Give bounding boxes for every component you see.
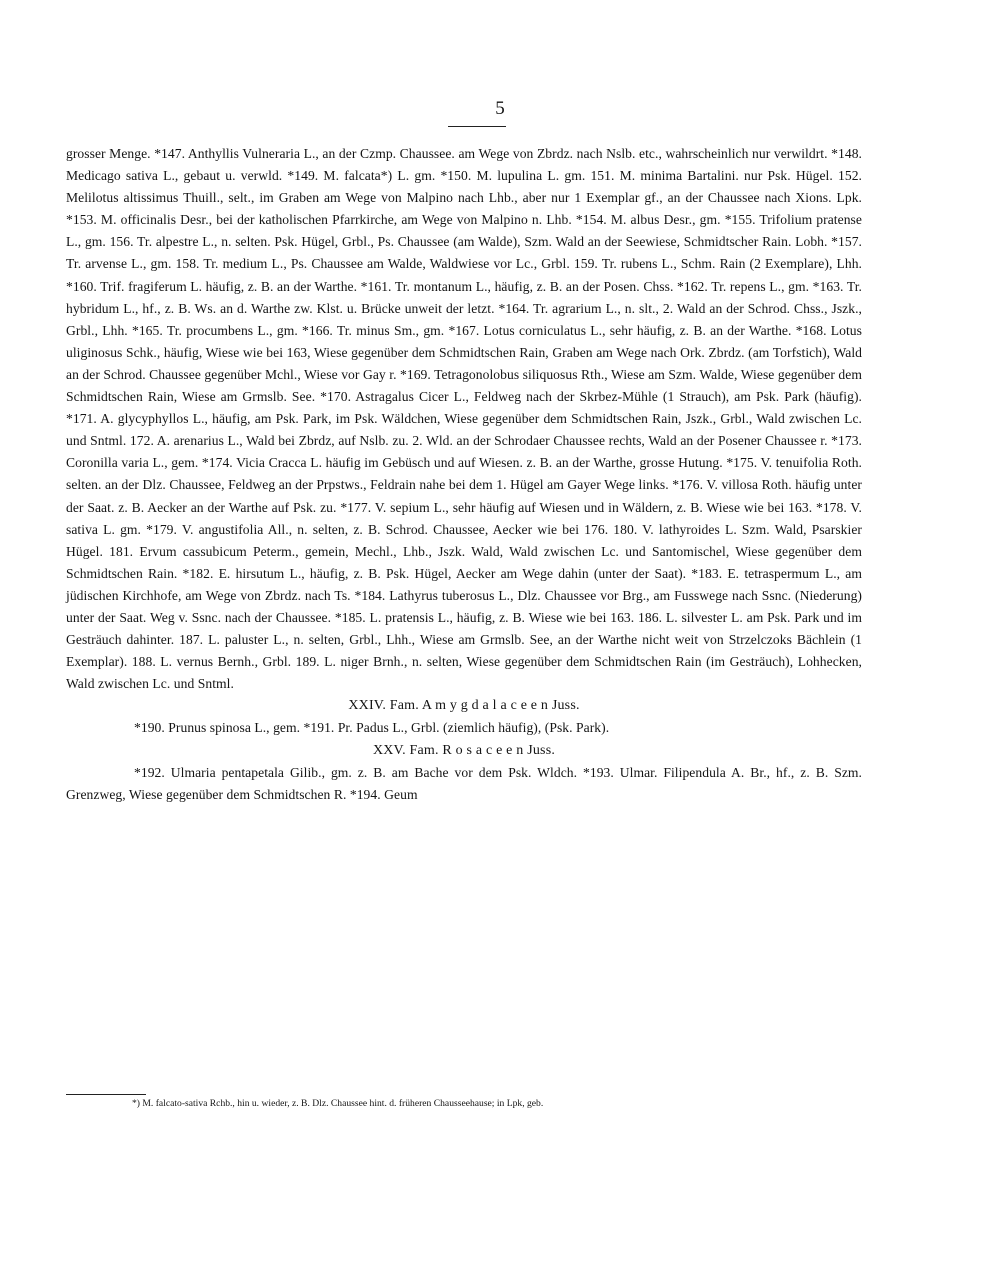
page-number-rule	[448, 126, 506, 127]
heading-rosaceen: XXV. Fam. R o s a c e e n Juss.	[372, 742, 556, 758]
heading-amygdalaceen: XXIV. Fam. A m y g d a l a c e e n Juss.	[348, 698, 580, 714]
paragraph-papilionaceae: grosser Menge. *147. Anthyllis Vulneraria L., an der Czmp. Chaussee. am Wege von Zbrdz. nach Nslb. etc., wahrscheinlich nur verwildrt. *148. Medicago sativa L., gebaut u. verwld. *149. M. falcata*) L. gm. *150. M. lupulina L. gm. 151. M. minima Bartalini. nur Psk. Hügel. 152. Melilotus altissimus Thuill., selt., im Graben am Wege von Malpino nach Lhb., aber nur 1 Exemplar gf., an der Chaussee nach Xions. Lpk. *153. M. officinalis Desr., bei der katholischen Pfarrkirche, am Wege von Malpino n. Lhb. *154. M. albus Desr., gm. *155. Trifolium pratense L., gm. 156. Tr. alpestre L., n. selten. Psk. Hügel, Grbl., Ps. Chaussee (am Walde), Szm. Wald an der Seewiese, Schmidtscher Rain. Lobh. *157. Tr. arvense L., gm. 158. Tr. medium L., Ps. Chaussee am Walde, Waldwiese vor Lc., Grbl. 159. Tr. rubens L., Schm. Rain (2 Exemplare), Lhh. *160. Trif. fragiferum L. häufig, z. B. an der Warthe. *161. Tr. montanum L., häufig, z. B. an der Posen. Chss. *162. Tr. repens L., gm. *163. Tr. hybridum L., hf., z. B. Ws. an d. Warthe zw. Klst. u. Brücke unweit der letzt. *164. Tr. agrarium L., n. slt., 2. Wald an der Schrod. Chss., Jszk., Grbl., Lhh. *165. Tr. procumbens L., gm. *166. Tr. minus Sm., gm. *167. Lotus corniculatus L., sehr häufig, z. B. an der Warthe. *168. Lotus uliginosus Schk., häufig, Wiese wie bei 163, Wiese gegenüber dem Schmidtschen Rain, Graben am Wege nach Ork. Zbrdz. (am Torfstich), Wald an der Schrod. Chaussee gegenüber Mchl., Wiese vor Gay r. *169. Tetragonolobus siliquosus Rth., Wiese am Szm. Walde, Wiese gegenüber dem Schmidtschen Rain, Wiese am Grmslb. See. *170. Astragalus Cicer L., Feldweg nach der Skrbez-Mühle (1 Strauch), am Psk. Park (häufig). *171. A. glycyphyllos L., häufig, am Psk. Park, im Psk. Wäldchen, Wiese gegenüber dem Schmidtschen Rain, Jszk., Grbl., Wald zwischen Lc. und Sntml. 172. A. arenarius L., Wald bei Zbrdz, auf Nslb. zu. 2. Wld. an der Schrodaer Chaussee rechts, Wald an der Posener Chaussee r. *173. Coronilla varia L., gem. *174. Vicia Cracca L. häufig im Gebüsch und auf Wiesen. z. B. an der Warthe, grosse Hutung. *175. V. tenuifolia Roth. selten. an der Dlz. Chaussee, Feldweg an der Prpstws., Feldrain nahe bei dem 1. Hügel am Gayer Wege links. *176. V. villosa Roth. häufig unter der Saat. z. B. Aecker an der Warthe auf Psk. zu. *177. V. sepium L., sehr häufig auf Wiesen und in Wäldern, z. B. Wiese wie bei 163. *178. V. sativa L. gm. *179. V. angustifolia All., n. selten, z. B. Schrod. Chaussee, Aecker wie bei 176. 180. V. lathyroides L. Szm. Wald, Psarskier Hügel. 181. Ervum cassubicum Peterm., gemein, Mechl., Lhb., Jszk. Wald, Wald zwischen Lc. und Santomischel, Wiese gegenüber dem Schmidtschen Rain. *182. E. hirsutum L., häufig, z. B. Psk. Hügel, Aecker am Wege dahin (unter der Saat). *183. E. tetraspermum L., am jüdischen Kirchhofe, am Wege von Zbrdz. nach Ts. *184. Lathyrus tuberosus L., Dlz. Chaussee vor Brg., am Fusswege nach Ssnc. (Niederung) unter der Saat. Weg v. Ssnc. nach der Chaussee. *185. L. pratensis L., häufig, z. B. Wiese wie bei 163. 186. L. silvester L. am Psk. Park und im Gesträuch dahinter. 187. L. paluster L., n. selten, Grbl., Lhh., Wiese am Grmslb. See, an der Warthe nicht weit von Strzelczoks Bächlein (1 Exemplar). 188. L. vernus Bernh., Grbl. 189. L. niger Brnh., n. selten, Wiese gegenüber dem Schmidtschen Rain (im Gesträuch), Lohhecken, Wald zwischen Lc. und Sntml.	[66, 146, 862, 692]
footnote-rule	[66, 1094, 146, 1095]
body-text	[66, 143, 862, 806]
paragraph-rosaceen: *192. Ulmaria pentapetala Gilib., gm. z. B. am Bache vor dem Psk. Wldch. *193. Ulmar. Filipendula A. Br., hf., z. B. Szm. Grenzweg, Wiese gegenüber dem Schmidtschen R. *194. Geum	[66, 764, 862, 802]
paragraph-amygdalaceen: *190. Prunus spinosa L., gem. *191. Pr. Padus L., Grbl. (ziemlich häufig), (Psk. Park).	[134, 720, 610, 736]
page-number: 5	[495, 98, 505, 119]
footnote: *) M. falcato-sativa Rchb., hin u. wieder, z. B. Dlz. Chaussee hint. d. früheren Chausseehause; in Lpk, geb.	[132, 1098, 544, 1109]
